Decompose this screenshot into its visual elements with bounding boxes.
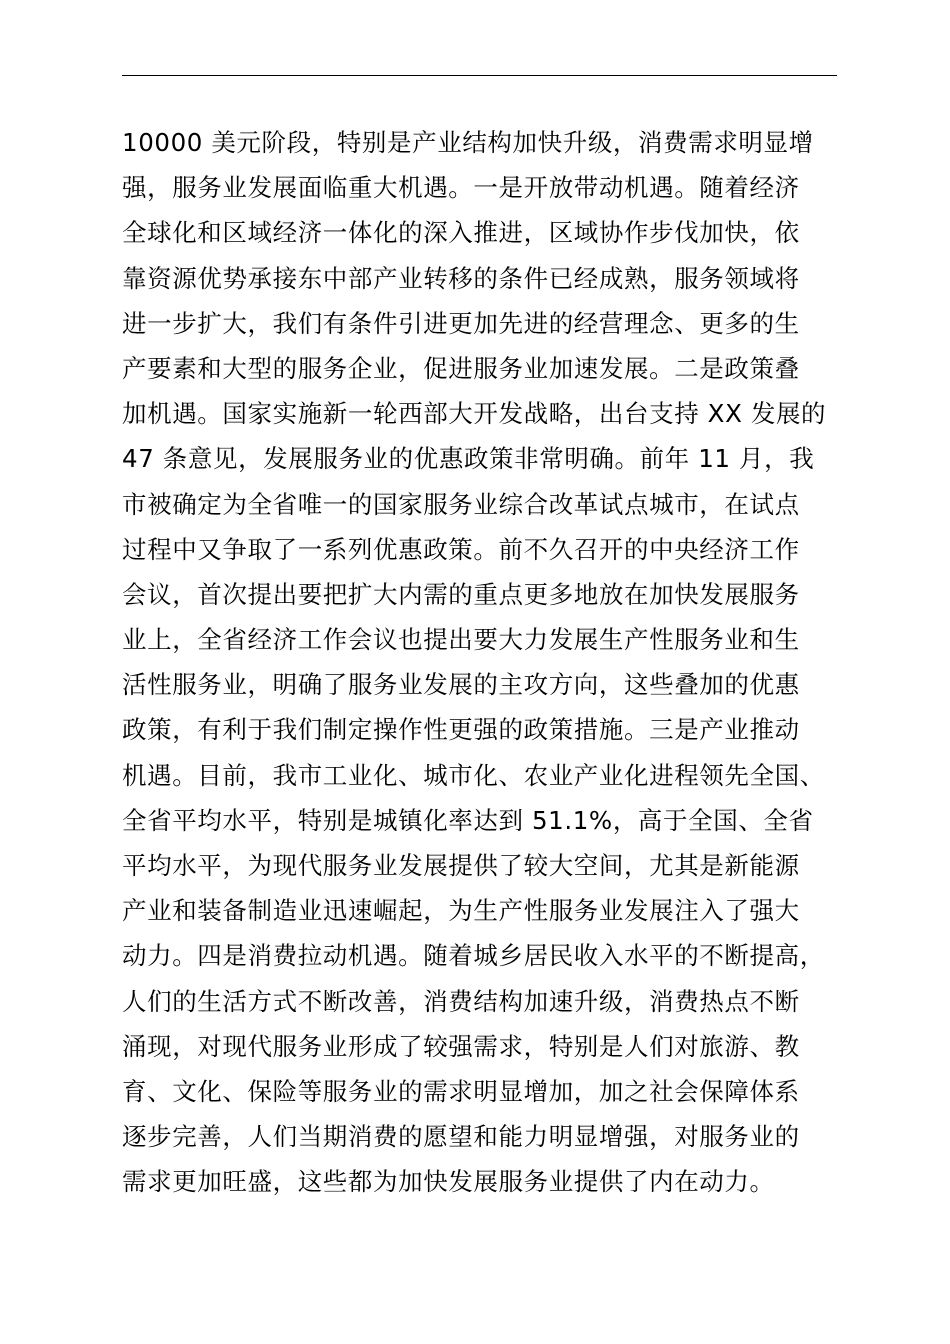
text-line: 业上，全省经济工作会议也提出要大力发展生产性服务业和生: [122, 625, 800, 655]
text-line: 动力。四是消费拉动机遇。随着城乡居民收入水平的不断提高，: [122, 941, 825, 971]
text-line: 人们的生活方式不断改善，消费结构加速升级，消费热点不断: [122, 986, 800, 1016]
text-line: 涌现，对现代服务业形成了较强需求，特别是人们对旅游、教: [122, 1031, 800, 1061]
text-line: 47 条意见，发展服务业的优惠政策非常明确。前年 11 月，我: [122, 444, 815, 474]
text-line: 逐步完善，人们当期消费的愿望和能力明显增强，对服务业的: [122, 1122, 800, 1152]
text-line: 需求更加旺盛，这些都为加快发展服务业提供了内在动力。: [122, 1167, 775, 1197]
text-line: 平均水平，为现代服务业发展提供了较大空间，尤其是新能源: [122, 851, 800, 880]
text-line: 进一步扩大，我们有条件引进更加先进的经营理念、更多的生: [122, 308, 800, 338]
body-paragraph: [122, 120, 862, 1205]
text-line: 政策，有利于我们制定操作性更强的政策措施。三是产业推动: [122, 715, 800, 745]
text-line: 靠资源优势承接东中部产业转移的条件已经成熟，服务领域将: [122, 263, 800, 293]
text-line: 产要素和大型的服务企业，促进服务业加速发展。二是政策叠: [122, 353, 800, 383]
text-line: 全球化和区域经济一体化的深入推进，区域协作步伐加快，依: [122, 218, 800, 248]
header-rule: [122, 75, 837, 76]
text-line: 育、文化、保险等服务业的需求明显增加，加之社会保障体系: [122, 1076, 800, 1106]
text-line: 市被确定为全省唯一的国家服务业综合改革试点城市，在试点: [122, 489, 800, 519]
text-line: 活性服务业，明确了服务业发展的主攻方向，这些叠加的优惠: [122, 670, 800, 700]
text-line: 加机遇。国家实施新一轮西部大开发战略，出台支持 XX 发展的: [122, 399, 827, 429]
text-line: 强，服务业发展面临重大机遇。一是开放带动机遇。随着经济: [122, 173, 800, 203]
text-line: 全省平均水平，特别是城镇化率达到 51.1%，高于全国、全省: [122, 805, 814, 835]
text-line: 会议，首次提出要把扩大内需的重点更多地放在加快发展服务: [122, 579, 800, 609]
text-line: 10000 美元阶段，特别是产业结构加快升级，消费需求明显增: [122, 128, 814, 157]
text-line: 过程中又争取了一系列优惠政策。前不久召开的中央经济工作: [122, 534, 800, 564]
text-line: 机遇。目前，我市工业化、城市化、农业产业化进程领先全国、: [122, 760, 825, 790]
text-line: 产业和装备制造业迅速崛起，为生产性服务业发展注入了强大: [122, 896, 800, 926]
